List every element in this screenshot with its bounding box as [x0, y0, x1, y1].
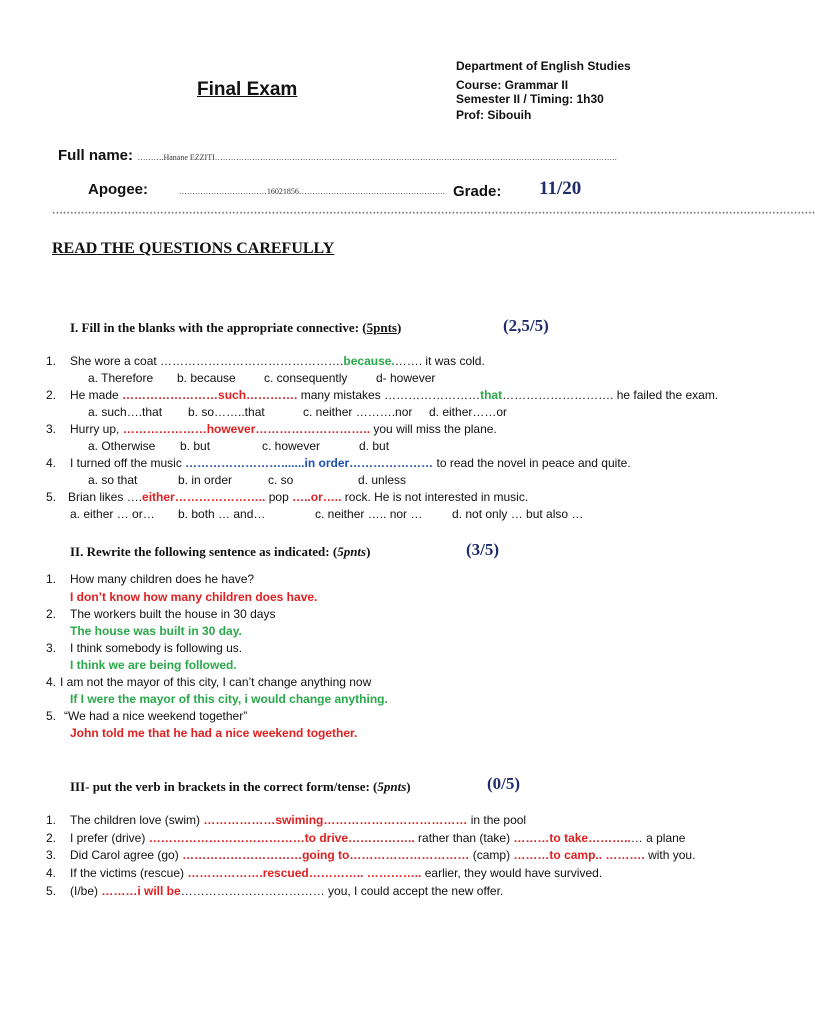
s3-question-5: 5. (I/be) ………i will be……………………………… you, I could accept the new offer. — [46, 884, 504, 898]
full-name-row — [58, 147, 617, 165]
s1-question-1: 1. She wore a coat ……………………………………….because.……. it was cold. — [46, 354, 485, 368]
s1-options-1: a. Therefore b. because c. consequently d- however — [88, 371, 436, 385]
s3-question-2: 2. I prefer (drive) …………………………………to drive…………….. rather than (take) ………to take………..… a plane — [46, 831, 686, 845]
section1-title: I. Fill in the blanks with the appropriate connective: (5pnts) — [70, 320, 402, 335]
s1-question-3: 3. Hurry up, …………………however……………………….. you will miss the plane. — [46, 422, 497, 436]
s1-question-4: 4. I turned off the music …………………….......in order………………… to read the novel in peace and quite. — [46, 456, 631, 470]
apogee-row — [88, 181, 445, 199]
s2-answer-4: If I were the mayor of this city, i would change anything. — [70, 692, 388, 706]
s2-question-2: 2. The workers built the house in 30 days — [46, 607, 276, 621]
course-line: Course: Grammar II — [456, 78, 569, 92]
section1-score: (2,5/5) — [503, 316, 549, 335]
s1-question-5: 5. Brian likes ….either………………….. pop …..or….. rock. He is not interested in music. — [46, 490, 529, 504]
s1-options-5: a. either … or… b. both … and… c. neither ….. nor … d. not only … but also … — [70, 507, 584, 521]
s2-answer-1: I don’t know how many children does have. — [70, 590, 318, 604]
s1-options-4: a. so that b. in order c. so d. unless — [88, 473, 407, 487]
s2-question-5: 5. “We had a nice weekend together” — [46, 709, 248, 723]
s3-question-1: 1. The children love (swim) ………………swiming……………………………… in the pool — [46, 813, 527, 827]
full-name-prefix: ………. — [137, 153, 164, 162]
full-name-value: Hanane EZZITI — [163, 153, 215, 162]
section3-score: (0/5) — [487, 774, 521, 793]
apogee-label: Apogee: — [88, 181, 148, 198]
apogee-prefix: …………………………… — [178, 187, 267, 196]
s2-answer-3: I think we are being followed. — [70, 658, 237, 672]
s2-answer-5: John told me that he had a nice weekend together. — [70, 726, 358, 740]
s3-question-3: 3. Did Carol agree (go) …………………………going to………………………… (camp) ………to camp.. ………. with you. — [46, 848, 696, 862]
s2-question-1: 1. How many children does he have? — [46, 572, 255, 586]
apogee-suffix: ………………………………………………. — [298, 187, 445, 196]
s1-options-3: a. Otherwise b. but c. however d. but — [88, 439, 390, 453]
full-name-suffix: ……………………………………………………………………………………………………………………………………. — [214, 153, 617, 162]
grade-value: 11/20 — [539, 178, 582, 199]
apogee-value: 16021856 — [266, 187, 299, 196]
semester-line: Semester II / Timing: 1h30 — [456, 92, 604, 106]
exam-title: Final Exam — [197, 79, 298, 100]
section2-score: (3/5) — [466, 540, 500, 559]
instruction-heading: READ THE QUESTIONS CAREFULLY — [52, 240, 335, 257]
separator-line: ******************************************************************************************************************************************************************************************************************** — [52, 211, 815, 218]
grade-label: Grade: — [453, 183, 502, 200]
full-name-label: Full name: — [58, 147, 134, 164]
section3-title: III- put the verb in brackets in the correct form/tense: (5pnts) — [70, 779, 411, 794]
s1-question-2: 2. He made ……………………such…………. many mistakes ……………………that………………………. he failed the exam. — [46, 388, 719, 402]
s2-question-3: 3. I think somebody is following us. — [46, 641, 243, 655]
section2-title: II. Rewrite the following sentence as indicated: (5pnts) — [70, 544, 371, 559]
department-line: Department of English Studies — [456, 59, 631, 73]
s2-question-4: 4. I am not the mayor of this city, I can’t change anything now — [46, 675, 372, 689]
s3-question-4: 4. If the victims (rescue) ……………….rescued………….. ………….. earlier, they would have survived. — [46, 866, 603, 880]
prof-line: Prof: Sibouih — [456, 108, 532, 122]
s1-options-2: a. such….that b. so……..that c. neither ……….nor d. either……or — [88, 405, 508, 419]
s2-answer-2: The house was built in 30 day. — [70, 624, 242, 638]
